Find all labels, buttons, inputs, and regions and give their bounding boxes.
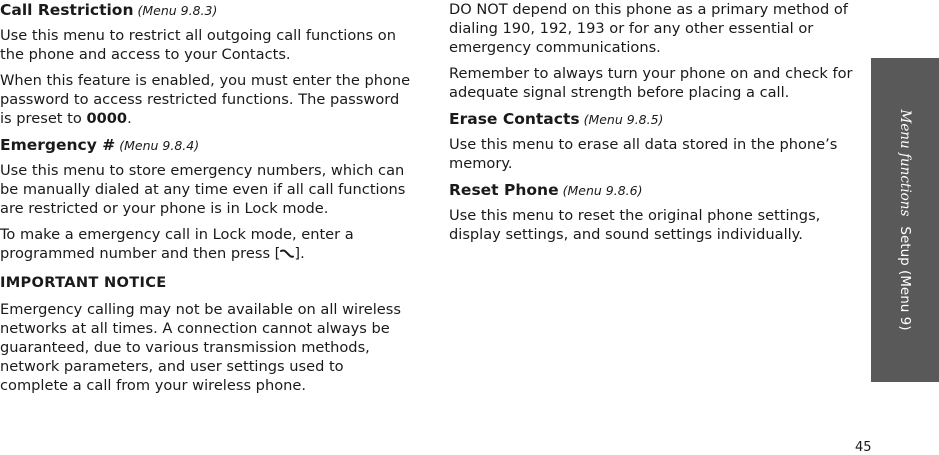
section-title: Menu functions [897,109,913,217]
emergency-description: Use this menu to store emergency numbers, which can be manually dialed at any time even if all call functions are restricted or your phone is in Lock mode. [0,162,406,217]
menu-reference: (Menu 9.8.4) [119,138,200,153]
reset-phone-description: Use this menu to reset the original phone settings, display settings, and sound settings individually. [449,207,821,243]
important-notice-body: Emergency calling may not be available on all wireless networks at all times. A connection cannot always be guaranteed, due to various transmission methods, network parameters, and user settings used to complete a call from your wireless phone. [0,301,401,394]
call-restriction-password-note [0,71,415,128]
heading-title: Emergency # [0,136,116,154]
default-password: 0000 [86,110,128,127]
erase-contacts-description: Use this menu to erase all data stored in the phone’s memory. [449,136,838,172]
menu-reference: (Menu 9.8.5) [583,112,664,127]
page-number: 45 [855,440,872,455]
erase-contacts-heading [449,109,861,130]
signal-strength-reminder: Remember to always turn your phone on and check for adequate signal strength before placing a call. [449,65,853,101]
right-column [449,0,861,251]
reset-phone-heading [449,180,861,201]
section-side-tab [871,58,939,382]
important-notice-title: IMPORTANT NOTICE [0,274,167,291]
instruction-text: To make a emergency call in Lock mode, enter a programmed number and then press [ [0,226,354,262]
send-key-icon [280,249,294,259]
side-tab-label [897,109,913,330]
call-restriction-heading [0,0,415,21]
do-not-depend-warning: DO NOT depend on this phone as a primary method of dialing 190, 192, 193 or for any other essential or emergency communications. [449,1,848,56]
left-column [0,0,415,402]
password-note-text: When this feature is enabled, you must enter the phone password to access restricted functions. The password is preset to [0,72,411,127]
password-note-end: . [127,110,132,127]
emergency-lock-mode-instruction [0,225,415,263]
menu-reference: (Menu 9.8.3) [137,3,218,18]
menu-reference: (Menu 9.8.6) [562,183,643,198]
emergency-heading [0,135,415,156]
subsection-title: Setup (Menu 9) [897,226,913,331]
heading-title: Reset Phone [449,181,559,199]
heading-title: Call Restriction [0,1,134,19]
instruction-end: ]. [294,245,305,262]
heading-title: Erase Contacts [449,110,580,128]
call-restriction-description: Use this menu to restrict all outgoing call functions on the phone and access to your Contacts. [0,27,396,63]
